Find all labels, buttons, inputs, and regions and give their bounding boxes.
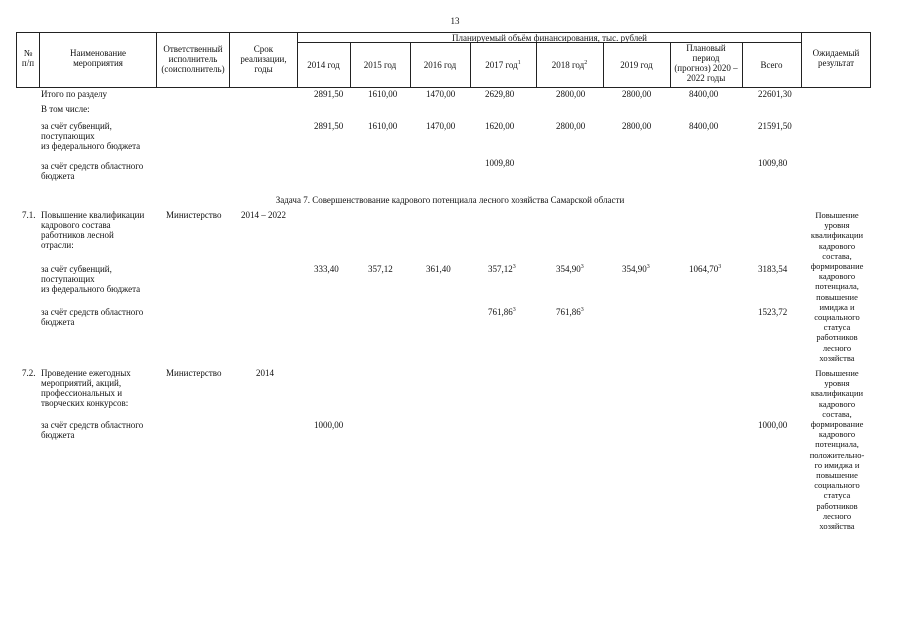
header-year-2015: 2015 год xyxy=(363,60,397,70)
task-7-title: Задача 7. Совершенствование кадрового потенциала лесного хозяйства Самарской области xyxy=(275,195,625,205)
header-planned-period: Плановый период (прогноз) 2020 – 2022 годы xyxy=(674,43,738,83)
item-number: 7.2. xyxy=(22,368,36,378)
value-2014: 1000,00 xyxy=(314,420,344,430)
value-2019: 2800,00 xyxy=(622,121,652,131)
header-year-2018: 2018 год$^2$ xyxy=(551,60,588,70)
item-term: 2014 – 2022 xyxy=(241,210,286,220)
header-year-2014: 2014 год xyxy=(307,60,340,70)
regional-label: за счёт средств областного бюджета xyxy=(41,307,144,327)
header-name: Наименование мероприятия xyxy=(69,48,127,68)
value-2017: 1009,80 xyxy=(485,158,515,168)
value-planned: 1064,70$^3$ xyxy=(689,264,722,274)
value-total: 1009,80 xyxy=(758,158,788,168)
value-2016: 1470,00 xyxy=(426,121,456,131)
row-label: Итого по разделу xyxy=(41,89,108,99)
value-2017: 2629,80 xyxy=(485,89,515,99)
federal-label: за счёт субвенций, поступающих из федерального бюджета xyxy=(41,264,141,294)
value-planned: 8400,00 xyxy=(689,121,719,131)
value-total: 21591,50 xyxy=(758,121,792,131)
value-2017: 357,12$^3$ xyxy=(488,264,516,274)
value-2019: 2800,00 xyxy=(622,89,652,99)
value-2015: 1610,00 xyxy=(368,121,398,131)
value-planned: 8400,00 xyxy=(689,89,719,99)
header-financing-title: Планируемый объём финансирования, тыс. рублей xyxy=(451,33,647,43)
header-responsible: Ответственный исполнитель (соисполнитель) xyxy=(161,44,225,74)
including-label: В том числе: xyxy=(41,104,90,114)
value-total: 1523,72 xyxy=(758,307,788,317)
page-number: 13 xyxy=(450,16,460,26)
header-year-2019: 2019 год xyxy=(620,60,653,70)
header-expected-result: Ожидаемый результат xyxy=(812,48,860,68)
value-2016: 361,40 xyxy=(426,264,451,274)
value-2015: 357,12 xyxy=(368,264,393,274)
value-2016: 1470,00 xyxy=(426,89,456,99)
value-2018: 2800,00 xyxy=(556,89,586,99)
value-2018: 2800,00 xyxy=(556,121,586,131)
item-number: 7.1. xyxy=(22,210,36,220)
row-label: за счёт субвенций, поступающих из федерального бюджета xyxy=(41,121,141,151)
header-year-2017: 2017 год$^1$ xyxy=(485,60,521,70)
regional-label: за счёт средств областного бюджета xyxy=(41,420,144,440)
value-2018: 354,90$^3$ xyxy=(556,264,584,274)
value-total: 22601,30 xyxy=(758,89,792,99)
header-total: Всего xyxy=(760,60,783,70)
value-2015: 1610,00 xyxy=(368,89,398,99)
value-2014: 2891,50 xyxy=(314,121,344,131)
item-responsible: Министерство xyxy=(166,368,222,378)
item-expected-result: Повышение уровня квалификации кадрового состава, формирование кадрового потенциала, повышение имиджа и социального статуса работников лесного хозяйства xyxy=(810,210,864,363)
item-expected-result: Повышение уровня квалификации кадрового состава, формирование кадрового потенциала, положительно- го имиджа и повышение социального статуса работников лесного хозяйства xyxy=(809,368,865,532)
item-term: 2014 xyxy=(256,368,274,378)
header-term: Срок реализации, годы xyxy=(240,44,287,74)
value-total: 3183,54 xyxy=(758,264,788,274)
item-name: Повышение квалификации кадрового состава работников лесной отрасли: xyxy=(41,210,145,250)
header-num: № п/п xyxy=(21,48,35,68)
value-2014: 2891,50 xyxy=(314,89,344,99)
value-total: 1000,00 xyxy=(758,420,788,430)
value-2017: 1620,00 xyxy=(485,121,515,131)
row-label: за счёт средств областного бюджета xyxy=(41,161,144,181)
item-responsible: Министерство xyxy=(166,210,222,220)
value-2018: 761,86$^3$ xyxy=(556,307,584,317)
item-name: Проведение ежегодных мероприятий, акций, профессиональных и творческих конкурсов: xyxy=(41,368,131,408)
value-2019: 354,90$^3$ xyxy=(622,264,650,274)
header-year-2016: 2016 год xyxy=(423,60,457,70)
value-2014: 333,40 xyxy=(314,264,339,274)
value-2017: 761,86$^3$ xyxy=(488,307,516,317)
